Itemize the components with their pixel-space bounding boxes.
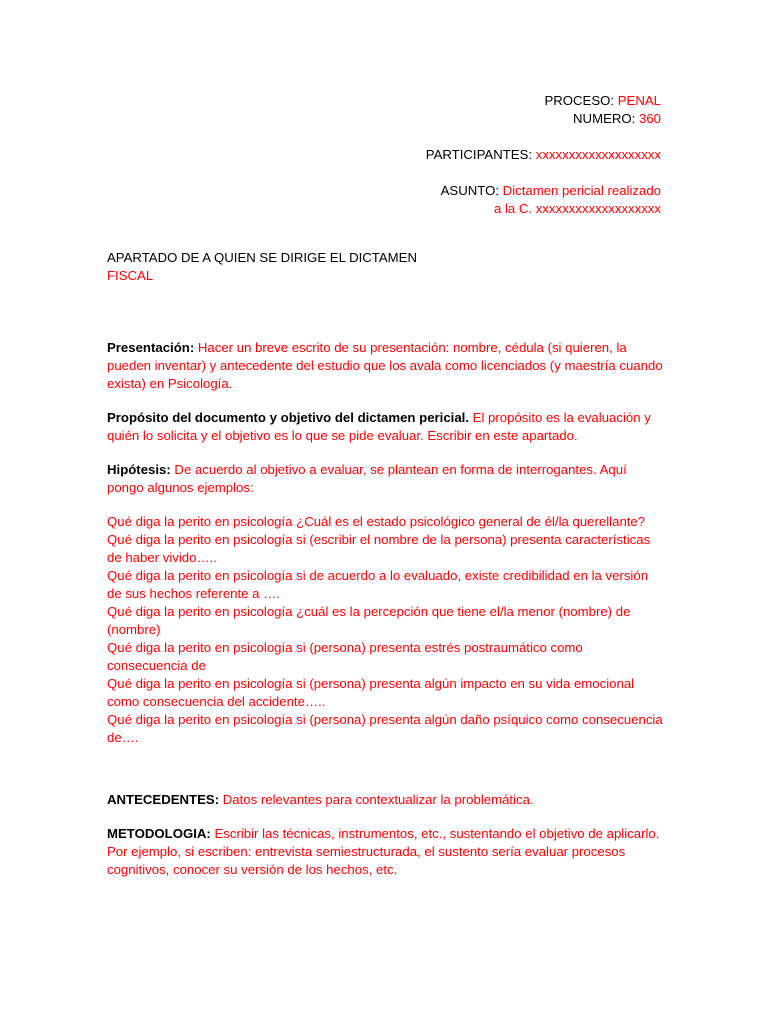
asunto-value-line2: a la C. xxxxxxxxxxxxxxxxxxx: [493, 201, 661, 216]
hipotesis-paragraph: [107, 461, 663, 497]
asunto-value-line1: Dictamen pericial realizado: [502, 183, 661, 198]
proposito-text: El propósito es la evaluación y quién lo solicita y el objetivo es lo que se pide evaluar. Escribir en este apartado.: [107, 410, 651, 443]
proceso-line: [301, 92, 661, 110]
list-item: Qué diga la perito en psicología si (persona) presenta estrés postraumático como consecuencia de: [107, 640, 583, 673]
list-item: Qué diga la perito en psicología si (persona) presenta algún daño psíquico como consecuencia de….: [107, 712, 663, 745]
proceso-value: PENAL: [617, 93, 661, 108]
list-item: Qué diga la perito en psicología si (persona) presenta algún impacto en su vida emocional como consecuencia del accidente…..: [107, 676, 635, 709]
document-header: [301, 92, 661, 218]
list-item: Qué diga la perito en psicología si (escribir el nombre de la persona) presenta características de haber vivido…..: [107, 532, 651, 565]
numero-label: NUMERO:: [573, 111, 636, 126]
list-item: Qué diga la perito en psicología ¿Cuál es el estado psicológico general de él/la querellante?: [107, 514, 646, 529]
addressee-heading: APARTADO DE A QUIEN SE DIRIGE EL DICTAMEN: [107, 250, 417, 265]
questions-list: [107, 513, 663, 747]
antecedentes-paragraph: [107, 791, 663, 809]
hipotesis-text: De acuerdo al objetivo a evaluar, se plantean en forma de interrogantes. Aquí pongo algunos ejemplos:: [107, 462, 627, 495]
proposito-paragraph: [107, 409, 663, 445]
list-item: Qué diga la perito en psicología si de acuerdo a lo evaluado, existe credibilidad en la versión de sus hechos referente a ….: [107, 568, 649, 601]
asunto-label: ASUNTO:: [440, 183, 499, 198]
numero-value: 360: [638, 111, 661, 126]
participantes-line: [301, 146, 661, 164]
antecedentes-text: Datos relevantes para contextualizar la problemática.: [222, 792, 534, 807]
participantes-value: xxxxxxxxxxxxxxxxxxx: [535, 147, 661, 162]
list-item: Qué diga la perito en psicología ¿cuál es la percepción que tiene el/la menor (nombre) de (nombre): [107, 604, 631, 637]
presentacion-label: Presentación:: [107, 340, 195, 355]
presentacion-paragraph: [107, 339, 663, 393]
hipotesis-label: Hipótesis:: [107, 462, 171, 477]
numero-line: [301, 110, 661, 128]
asunto-line: [301, 182, 661, 200]
proceso-label: PROCESO:: [544, 93, 615, 108]
proposito-label: Propósito del documento y objetivo del dictamen pericial.: [107, 410, 469, 425]
document-body: [107, 249, 663, 879]
metodologia-text: Escribir las técnicas, instrumentos, etc., sustentando el objetivo de aplicarlo. Por ejemplo, si escriben: entrevista semiestructurada, el sustento sería evaluar procesos cognitivos, conocer su versión de los hechos, etc.: [107, 826, 660, 877]
addressee-value: FISCAL: [107, 268, 154, 283]
presentacion-text: Hacer un breve escrito de su presentación: nombre, cédula (si quieren, la pueden inventar) y antecedente del estudio que los avala como licenciados (y maestría cuando exista) en Psicología.: [107, 340, 663, 391]
participantes-label: PARTICIPANTES:: [425, 147, 533, 162]
antecedentes-label: ANTECEDENTES:: [107, 792, 220, 807]
metodologia-paragraph: [107, 825, 663, 879]
metodologia-label: METODOLOGIA:: [107, 826, 211, 841]
